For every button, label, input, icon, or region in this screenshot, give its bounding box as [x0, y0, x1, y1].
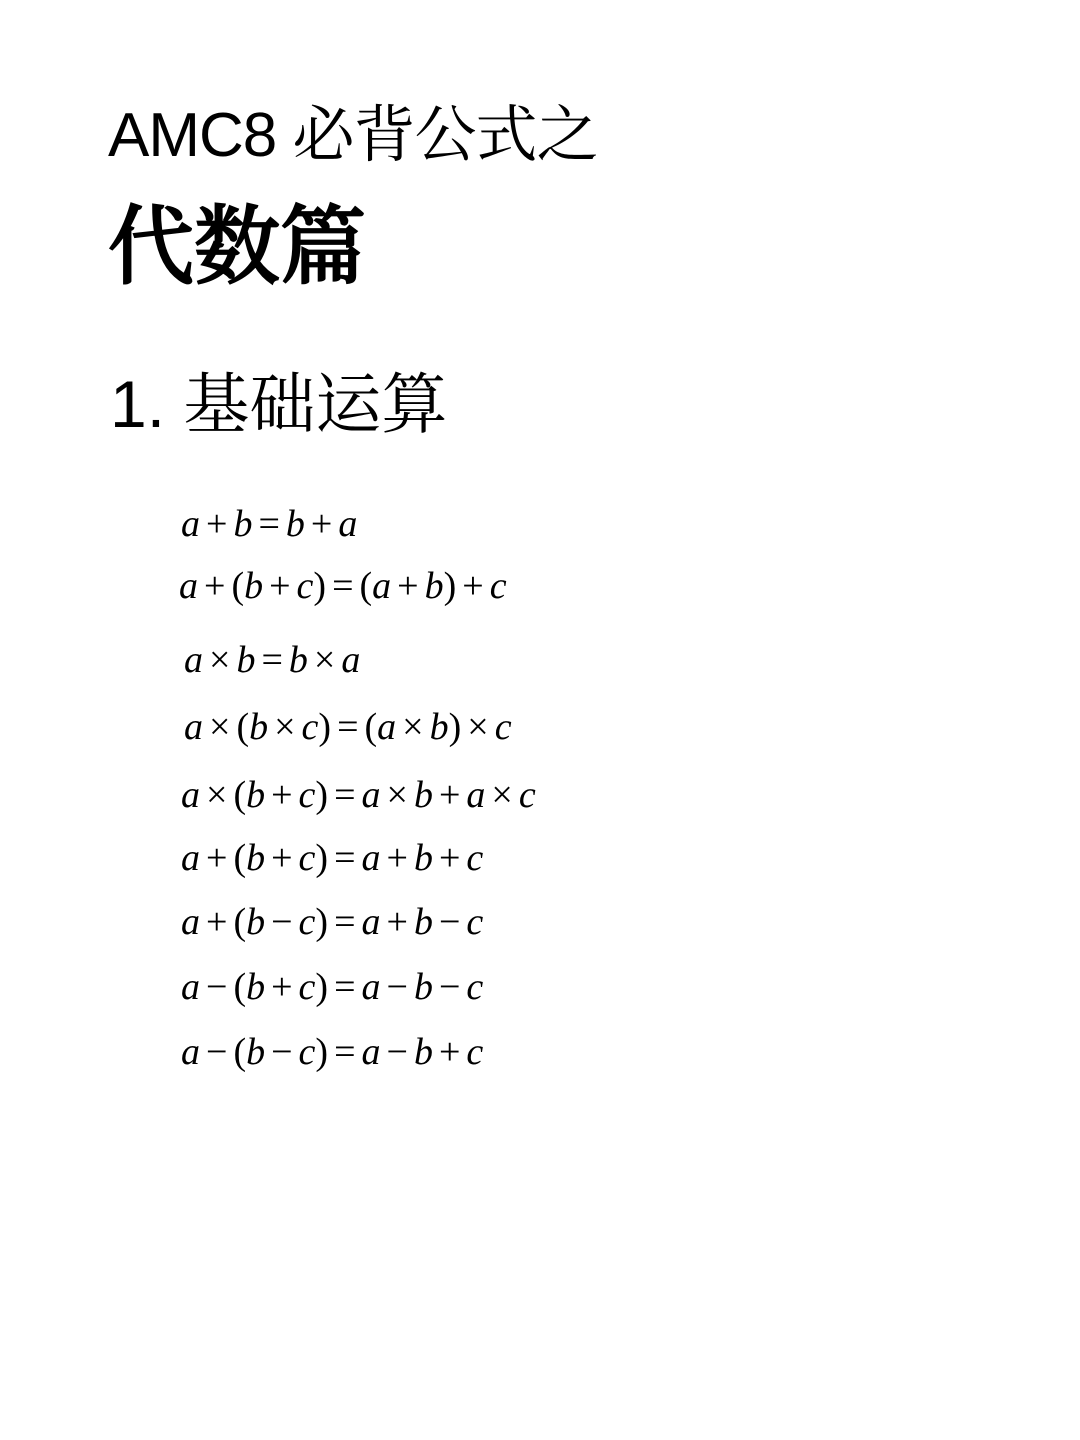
formula-6: a + (b + c) = a + b + c: [181, 837, 484, 879]
formula-9: a − (b − c) = a − b + c: [181, 1031, 484, 1073]
formula-1: a + b = b + a: [181, 503, 358, 545]
formula-4: a × (b × c) = (a × b) × c: [184, 706, 512, 748]
formula-2: a + (b + c) = (a + b) + c: [179, 565, 507, 607]
formula-8: a − (b + c) = a − b − c: [181, 966, 484, 1008]
section-heading: 1. 基础运算: [110, 367, 448, 441]
page-title-line1: AMC8 必背公式之: [108, 101, 598, 170]
formula-5: a × (b + c) = a × b + a × c: [181, 774, 536, 816]
page-title-line2: 代数篇: [108, 199, 366, 295]
formula-3: a × b = b × a: [184, 639, 361, 681]
formula-7: a + (b − c) = a + b − c: [181, 901, 484, 943]
